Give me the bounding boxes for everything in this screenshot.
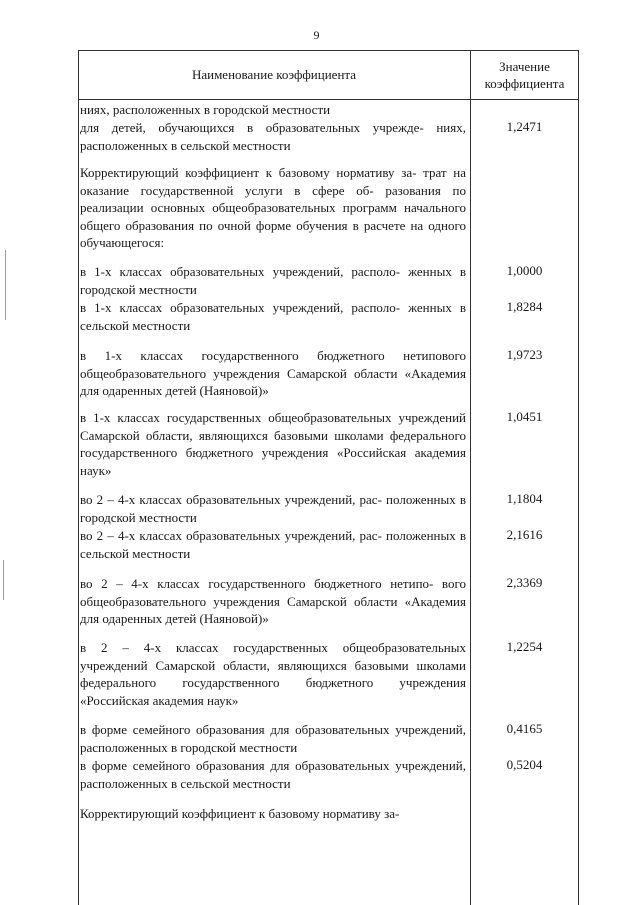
row-value: 2,1616 bbox=[506, 527, 543, 542]
coefficient-table bbox=[78, 50, 578, 905]
row-text: Корректирующий коэффициент к базовому нормативу за- bbox=[80, 806, 400, 821]
header-value: Значение коэффициента bbox=[484, 59, 565, 91]
row-text: во 2 – 4-х классах образовательных учреждений, рас- положенных в городской местности bbox=[80, 492, 466, 525]
row-text: в форме семейного образования для образовательных учреждений, расположенных в сельской местности bbox=[80, 758, 466, 791]
row-text: ниях, расположенных в городской местности bbox=[80, 102, 331, 117]
row-text: в 1-х классах государственного бюджетного нетипового общеобразовательного учреждения Самарской области «Академия для одаренных детей (Наяновой)» bbox=[80, 348, 466, 399]
row-value: 1,8284 bbox=[506, 299, 543, 314]
row-text: Корректирующий коэффициент к базовому нормативу за- трат на оказание государственной услуги в сфере об- разования по реализации основных общеобразовательных программ начального общего образования по очной форме обучения в расчете на одного обучающегося: bbox=[80, 165, 466, 251]
header-name: Наименование коэффициента bbox=[191, 67, 357, 82]
row-value: 1,2471 bbox=[506, 119, 543, 134]
row-text: во 2 – 4-х классах образовательных учреждений, рас- положенных в сельской местности bbox=[80, 528, 466, 561]
row-value: 1,2254 bbox=[506, 639, 543, 654]
row-text: в 1-х классах государственных общеобразовательных учреждений Самарской области, являющихся базовыми школами федерального государственного бюджетного учреждения «Российская академия наук» bbox=[80, 410, 466, 478]
row-value: 0,4165 bbox=[506, 721, 543, 736]
page-number: 9 bbox=[313, 28, 320, 42]
row-text: в форме семейного образования для образовательных учреждений, расположенных в городской местности bbox=[80, 722, 466, 755]
row-text: во 2 – 4-х классах государственного бюджетного нетипо- вого общеобразовательного учреждения Самарской области «Академия для одаренных детей (Наяновой)» bbox=[80, 576, 466, 627]
row-text: в 1-х классах образовательных учреждений, располо- женных в городской местности bbox=[80, 264, 466, 297]
row-value: 2,3369 bbox=[506, 575, 543, 590]
row-value: 1,0451 bbox=[506, 409, 543, 424]
row-value: 1,9723 bbox=[506, 347, 543, 362]
row-text: для детей, обучающихся в образовательных учрежде- ниях, расположенных в сельской местности bbox=[80, 120, 466, 153]
table-header bbox=[78, 50, 578, 100]
scan-edge-mark bbox=[5, 250, 6, 320]
row-text: в 2 – 4-х классах государственных общеобразовательных учреждений Самарской области, являющихся базовыми школами федерального государственного бюджетного учреждения «Российская академия наук» bbox=[80, 640, 466, 708]
scan-edge-mark bbox=[3, 560, 4, 600]
table-border-right bbox=[578, 50, 579, 905]
row-text: в 1-х классах образовательных учреждений, располо- женных в сельской местности bbox=[80, 300, 466, 333]
row-value: 0,5204 bbox=[506, 757, 543, 772]
row-value: 1,1804 bbox=[506, 491, 543, 506]
row-value: 1,0000 bbox=[506, 263, 543, 278]
